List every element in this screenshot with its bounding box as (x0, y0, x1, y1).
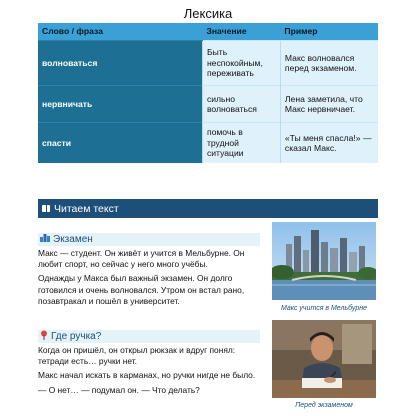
meaning-cell: Быть неспокойным, переживать (202, 41, 280, 86)
pin-icon (40, 330, 48, 343)
book-icon (42, 205, 50, 212)
column-header-example: Пример (280, 23, 378, 41)
section-title: Где ручка? (51, 330, 102, 342)
column-header-word: Слово / фраза (38, 23, 202, 41)
word-cell: спасти (38, 123, 202, 164)
word-cell: волноваться (38, 41, 202, 86)
photo-caption: Перед экзаменом (295, 402, 353, 409)
vocabulary-table (38, 23, 378, 163)
table-row (38, 86, 378, 123)
meaning-cell: помочь в трудной ситуации (202, 123, 280, 164)
reading-section-header (38, 199, 378, 218)
paragraph: — О нет… — подумал он. — Что делать? (38, 384, 200, 395)
table-row (38, 41, 378, 86)
city-icon (40, 233, 50, 245)
example-cell: Лена заметила, что Макс нервничает. (280, 86, 378, 123)
example-cell: Макс волновался перед экзаменом. (280, 41, 378, 86)
example-cell: «Ты меня спасла!» — сказал Макс. (280, 123, 378, 164)
paragraph: Макс начал искать в карманах, но ручки нигде не было. (38, 370, 256, 381)
word-cell: нервничать (38, 86, 202, 123)
page-title: Лексика (183, 6, 233, 21)
paragraph: Однажды у Макса был важный экзамен. Он долго готовился и очень волновался. Утром он встал рано, позавтракал и пошёл в университет. (38, 273, 245, 306)
student-exam-photo (272, 320, 376, 398)
story-section-exam (38, 233, 260, 310)
melbourne-skyline-photo (272, 222, 376, 300)
column-header-meaning: Значение (202, 23, 280, 41)
table-row (38, 123, 378, 164)
paragraph: Макс — студент. Он живёт и учится в Мельбурне. Он любит спорт, но сейчас у него много учёбы. (38, 248, 245, 270)
photo-caption: Макс учится в Мельбурне (280, 305, 368, 312)
meaning-cell: сильно волноваться (202, 86, 280, 123)
reading-header-label: Читаем текст (54, 202, 119, 215)
section-title: Экзамен (53, 233, 93, 245)
table-header-row (38, 23, 378, 41)
story-section-pen (38, 330, 260, 399)
section-heading (38, 233, 260, 246)
paragraph: Когда он пришёл, он открыл рюкзак и вдруг понял: тетради есть… ручки нет. (38, 345, 236, 367)
section-heading (38, 330, 260, 343)
